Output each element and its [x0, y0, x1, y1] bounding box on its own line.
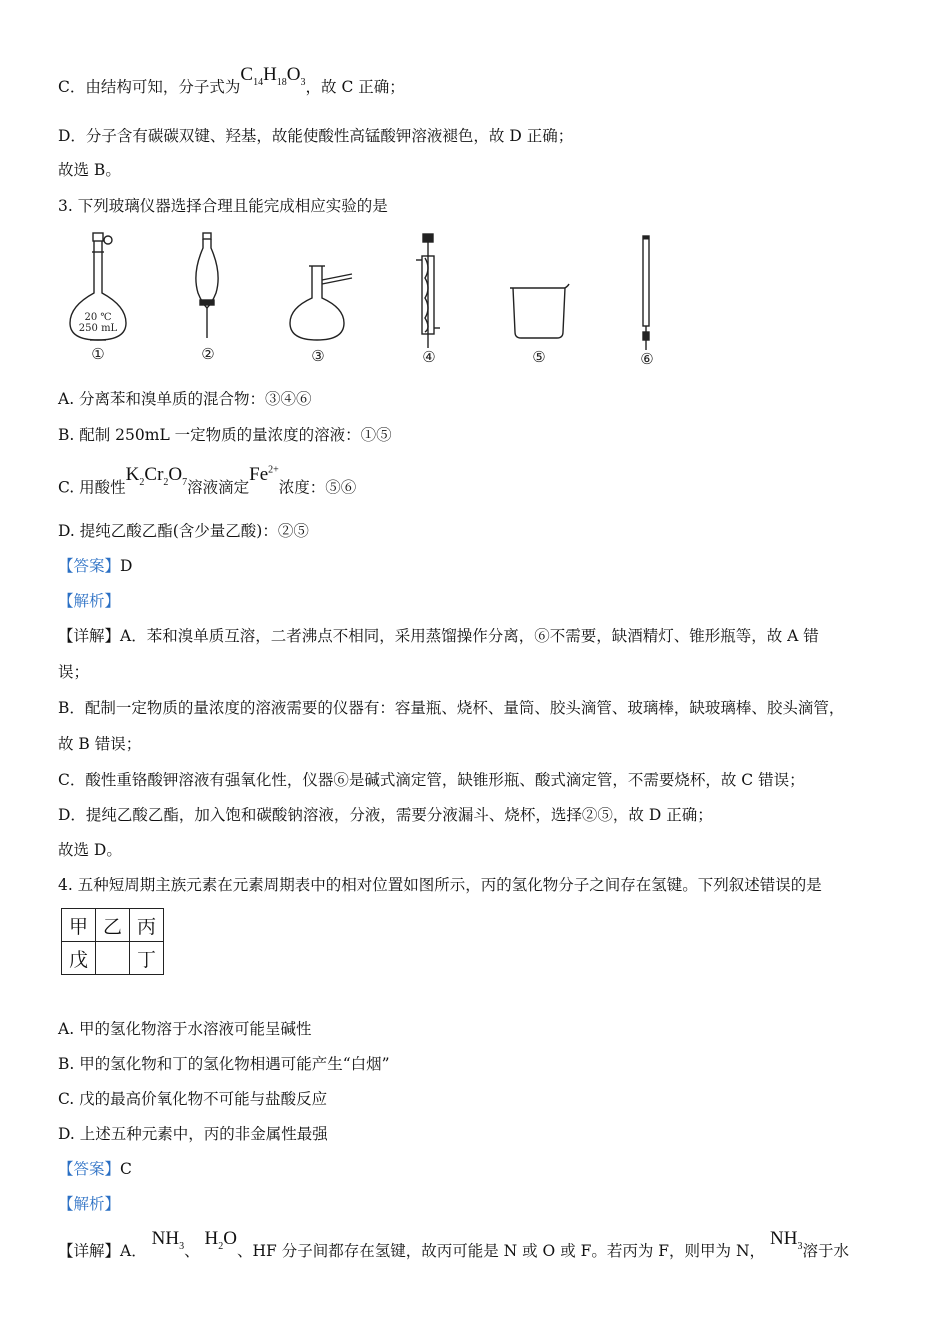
formula-k2cr2o7: $K_2Cr_2O_7$	[125, 464, 188, 489]
beaker-icon	[510, 284, 569, 338]
formula-nh3: $NH_3$	[151, 1228, 185, 1252]
q3-option-b: B. 配制 250mL 一定物质的量浓度的溶液：①⑤	[58, 426, 392, 444]
q4-option-b: B. 甲的氢化物和丁的氢化物相遇可能产生“白烟”	[58, 1055, 390, 1073]
q3-option-c: C. 用酸性$K_2Cr_2O_7$溶液滴定$Fe^{2+}$浓度：⑤⑥	[58, 464, 357, 497]
select-b: 故选 B。	[58, 161, 121, 179]
condenser-icon	[416, 234, 440, 348]
svg-text:20 ℃: 20 ℃	[84, 312, 112, 323]
q3-explain-1: 【详解】A．苯和溴单质互溶，二者沸点不相同，采用蒸馏操作分离，⑥不需要，缺酒精灯、锥形瓶等，故 A 错	[58, 627, 819, 645]
q3-explain-2b: 故 B 错误；	[58, 735, 142, 753]
distilling-flask-icon	[290, 266, 352, 340]
answer-tag: 【答案】	[58, 1160, 121, 1178]
periodic-table-fragment	[61, 908, 164, 975]
cell-bing: 丙	[130, 909, 164, 942]
label-5: ⑤	[532, 348, 546, 366]
q3-explain-2: B．配制一定物质的量浓度的溶液需要的仪器有：容量瓶、烧杯、量筒、胶头滴管、玻璃棒，缺玻璃棒、胶头滴管，	[58, 699, 845, 717]
label-4: ④	[422, 348, 436, 366]
text: C．由结构可知，分子式为	[58, 78, 241, 96]
question-3: 3. 下列玻璃仪器选择合理且能完成相应实验的是	[58, 197, 388, 215]
option-d-prev: D．分子含有碳碳双键、羟基，故能使酸性高锰酸钾溶液褪色，故 D 正确；	[58, 127, 574, 145]
label-1: ①	[91, 345, 105, 363]
q3-explain-3: C．酸性重铬酸钾溶液有强氧化性，仪器⑥是碱式滴定管，缺锥形瓶、酸式滴定管，不需要烧杯，故 C 错误；	[58, 771, 805, 789]
q3-answer	[58, 555, 132, 577]
option-c-prev	[58, 64, 405, 106]
answer-value: C	[120, 1160, 132, 1178]
volumetric-flask-icon	[70, 233, 126, 340]
q3-analysis-tag: 【解析】	[58, 592, 121, 610]
burette-icon	[643, 236, 649, 350]
formula-fe2plus: $Fe^{2+}$	[249, 464, 279, 486]
cell-yi: 乙	[96, 909, 130, 942]
cell-ding: 丁	[130, 942, 164, 975]
separatory-funnel-icon	[196, 233, 218, 338]
q4-option-d: D. 上述五种元素中，丙的非金属性最强	[58, 1125, 328, 1143]
glassware-figure	[62, 228, 682, 373]
cell-jia: 甲	[62, 909, 96, 942]
formula-c14h18o3: $C_{14}H_{18}O_3$	[240, 64, 306, 88]
q4-option-a: A. 甲的氢化物溶于水溶液可能呈碱性	[58, 1020, 312, 1038]
svg-text:250 mL: 250 mL	[78, 323, 118, 334]
answer-value: D	[120, 557, 133, 575]
label-2: ②	[201, 345, 215, 363]
answer-tag: 【答案】	[58, 557, 121, 575]
formula-h2o: $H_2O$	[204, 1228, 238, 1252]
q3-explain-1b: 误；	[58, 663, 90, 681]
label-3: ③	[311, 347, 325, 365]
q4-analysis-tag: 【解析】	[58, 1195, 121, 1213]
label-6: ⑥	[640, 350, 654, 368]
q3-explain-4: D．提纯乙酸乙酯，加入饱和碳酸钠溶液，分液，需要分液漏斗、烧杯，选择②⑤，故 D 正确；	[58, 806, 713, 824]
formula-nh3-2: $NH_3$	[769, 1228, 803, 1252]
cell-wu: 戊	[62, 942, 96, 975]
q4-explain-1: 【详解】A． $NH_3$、 $H_2O$、HF 分子间都存在氢键，故丙可能是 N 或 O 或 F。若丙为 F，则甲为 N， $NH_3$溶于水	[58, 1228, 849, 1260]
q3-option-a: A. 分离苯和溴单质的混合物：③④⑥	[58, 390, 312, 408]
q4-answer	[58, 1158, 132, 1180]
text: ，故 C 正确；	[305, 78, 405, 96]
q3-select: 故选 D。	[58, 841, 122, 859]
q4-option-c: C. 戊的最高价氧化物不可能与盐酸反应	[58, 1090, 328, 1108]
q3-option-d: D. 提纯乙酸乙酯(含少量乙酸)：②⑤	[58, 522, 309, 540]
question-4: 4. 五种短周期主族元素在元素周期表中的相对位置如图所示，丙的氢化物分子之间存在氢键。下列叙述错误的是	[58, 876, 822, 894]
cell-empty	[96, 942, 130, 975]
